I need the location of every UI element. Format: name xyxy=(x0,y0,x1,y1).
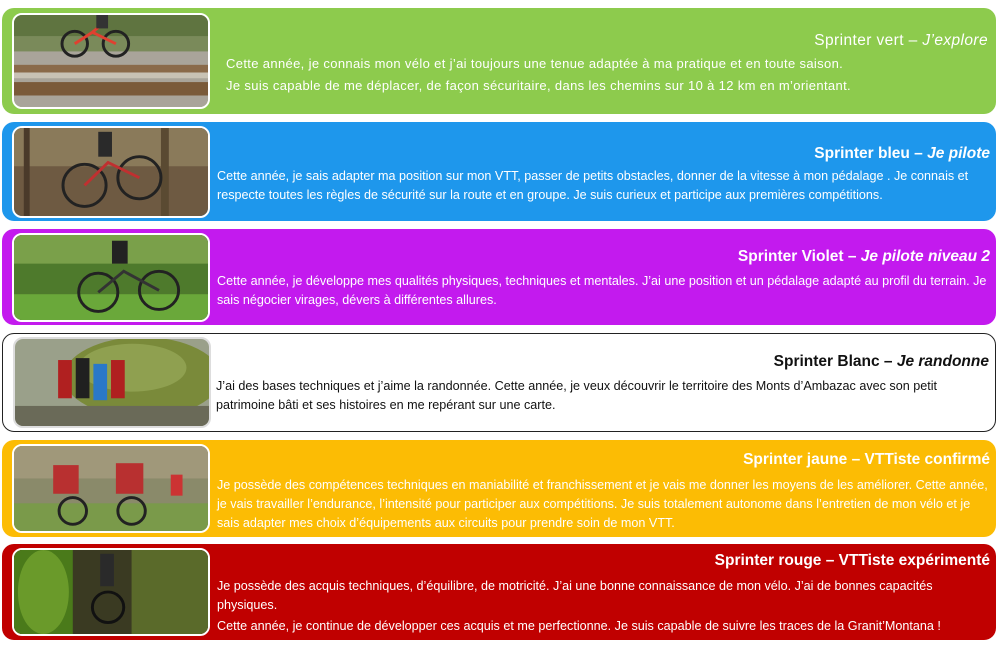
description-paragraph: Je possède des compétences techniques en maniabilité et franchissement et je vais me donner les moyens de les améliorer. Cette année, je vais travailler l’endurance, l’intensité pour participer aux compétitions. Je suis totalement autonome dans l’entretien de mon vélo et je sais adapter mes choix d’équipements aux circuits pour prendre soin de mon VTT. xyxy=(217,478,988,530)
level-description xyxy=(216,377,987,415)
level-card-blue xyxy=(2,122,996,221)
level-card-green xyxy=(2,8,996,114)
description-paragraph: Je possède des acquis techniques, d’équilibre, de motricité. J’ai une bonne connaissance de mon vélo. J’ai de bonnes capacités physiques. xyxy=(217,579,933,612)
level-card-white xyxy=(2,333,996,432)
photo-race-group xyxy=(12,444,210,533)
level-title: Sprinter bleu – Je pilote xyxy=(814,145,990,162)
photo-riders-rock xyxy=(13,337,211,428)
photo-forest-trail xyxy=(12,548,210,636)
description-paragraph: Cette année, je continue de développer ces acquis et me perfectionne. Je suis capable de suivre les traces de la Granit’Montana ! xyxy=(217,619,941,633)
level-card-red xyxy=(2,544,996,640)
description-paragraph: Cette année, je sais adapter ma position sur mon VTT, passer de petits obstacles, donner de la vitesse à mon pédalage . Je connais et respecte toutes les règles de sécurité sur la route et en groupe. Je suis curieux et participe aux premières compétitions. xyxy=(217,169,969,202)
level-description xyxy=(226,53,988,97)
level-title: Sprinter rouge – VTTiste expérimenté xyxy=(714,552,990,569)
photo-bike-balance-course xyxy=(12,13,210,109)
level-title: Sprinter Blanc – Je randonne xyxy=(773,353,989,370)
description-paragraph: Cette année, je développe mes qualités physiques, techniques et mentales. J’ai une position et un pédalage adapté au profil du terrain. Je sais négocier virages, dévers à différentes allures. xyxy=(217,274,987,307)
level-description xyxy=(217,476,988,533)
level-title: Sprinter jaune – VTTiste confirmé xyxy=(743,451,990,468)
level-title: Sprinter Violet – Je pilote niveau 2 xyxy=(737,248,990,265)
photo-rider-forest xyxy=(12,233,210,322)
level-card-violet xyxy=(2,229,996,325)
level-description xyxy=(217,272,988,310)
description-paragraph: J’ai des bases techniques et j’aime la randonnée. Cette année, je veux découvrir le territoire des Monts d’Ambazac avec son petit patrimoine bâti et ses histoires en me repérant sur une carte. xyxy=(216,379,938,412)
level-description xyxy=(217,167,988,205)
description-line: Cette année, je connais mon vélo et j’ai toujours une tenue adaptée à ma pratique et en toute saison. xyxy=(226,56,844,71)
level-title: Sprinter vert – J’explore xyxy=(814,32,988,49)
level-description xyxy=(217,577,988,636)
description-line: Je suis capable de me déplacer, de façon sécuritaire, dans les chemins sur 10 à 12 km en m’orientant. xyxy=(226,78,852,93)
level-card-yellow xyxy=(2,440,996,537)
photo-rider-obstacle xyxy=(12,126,210,218)
